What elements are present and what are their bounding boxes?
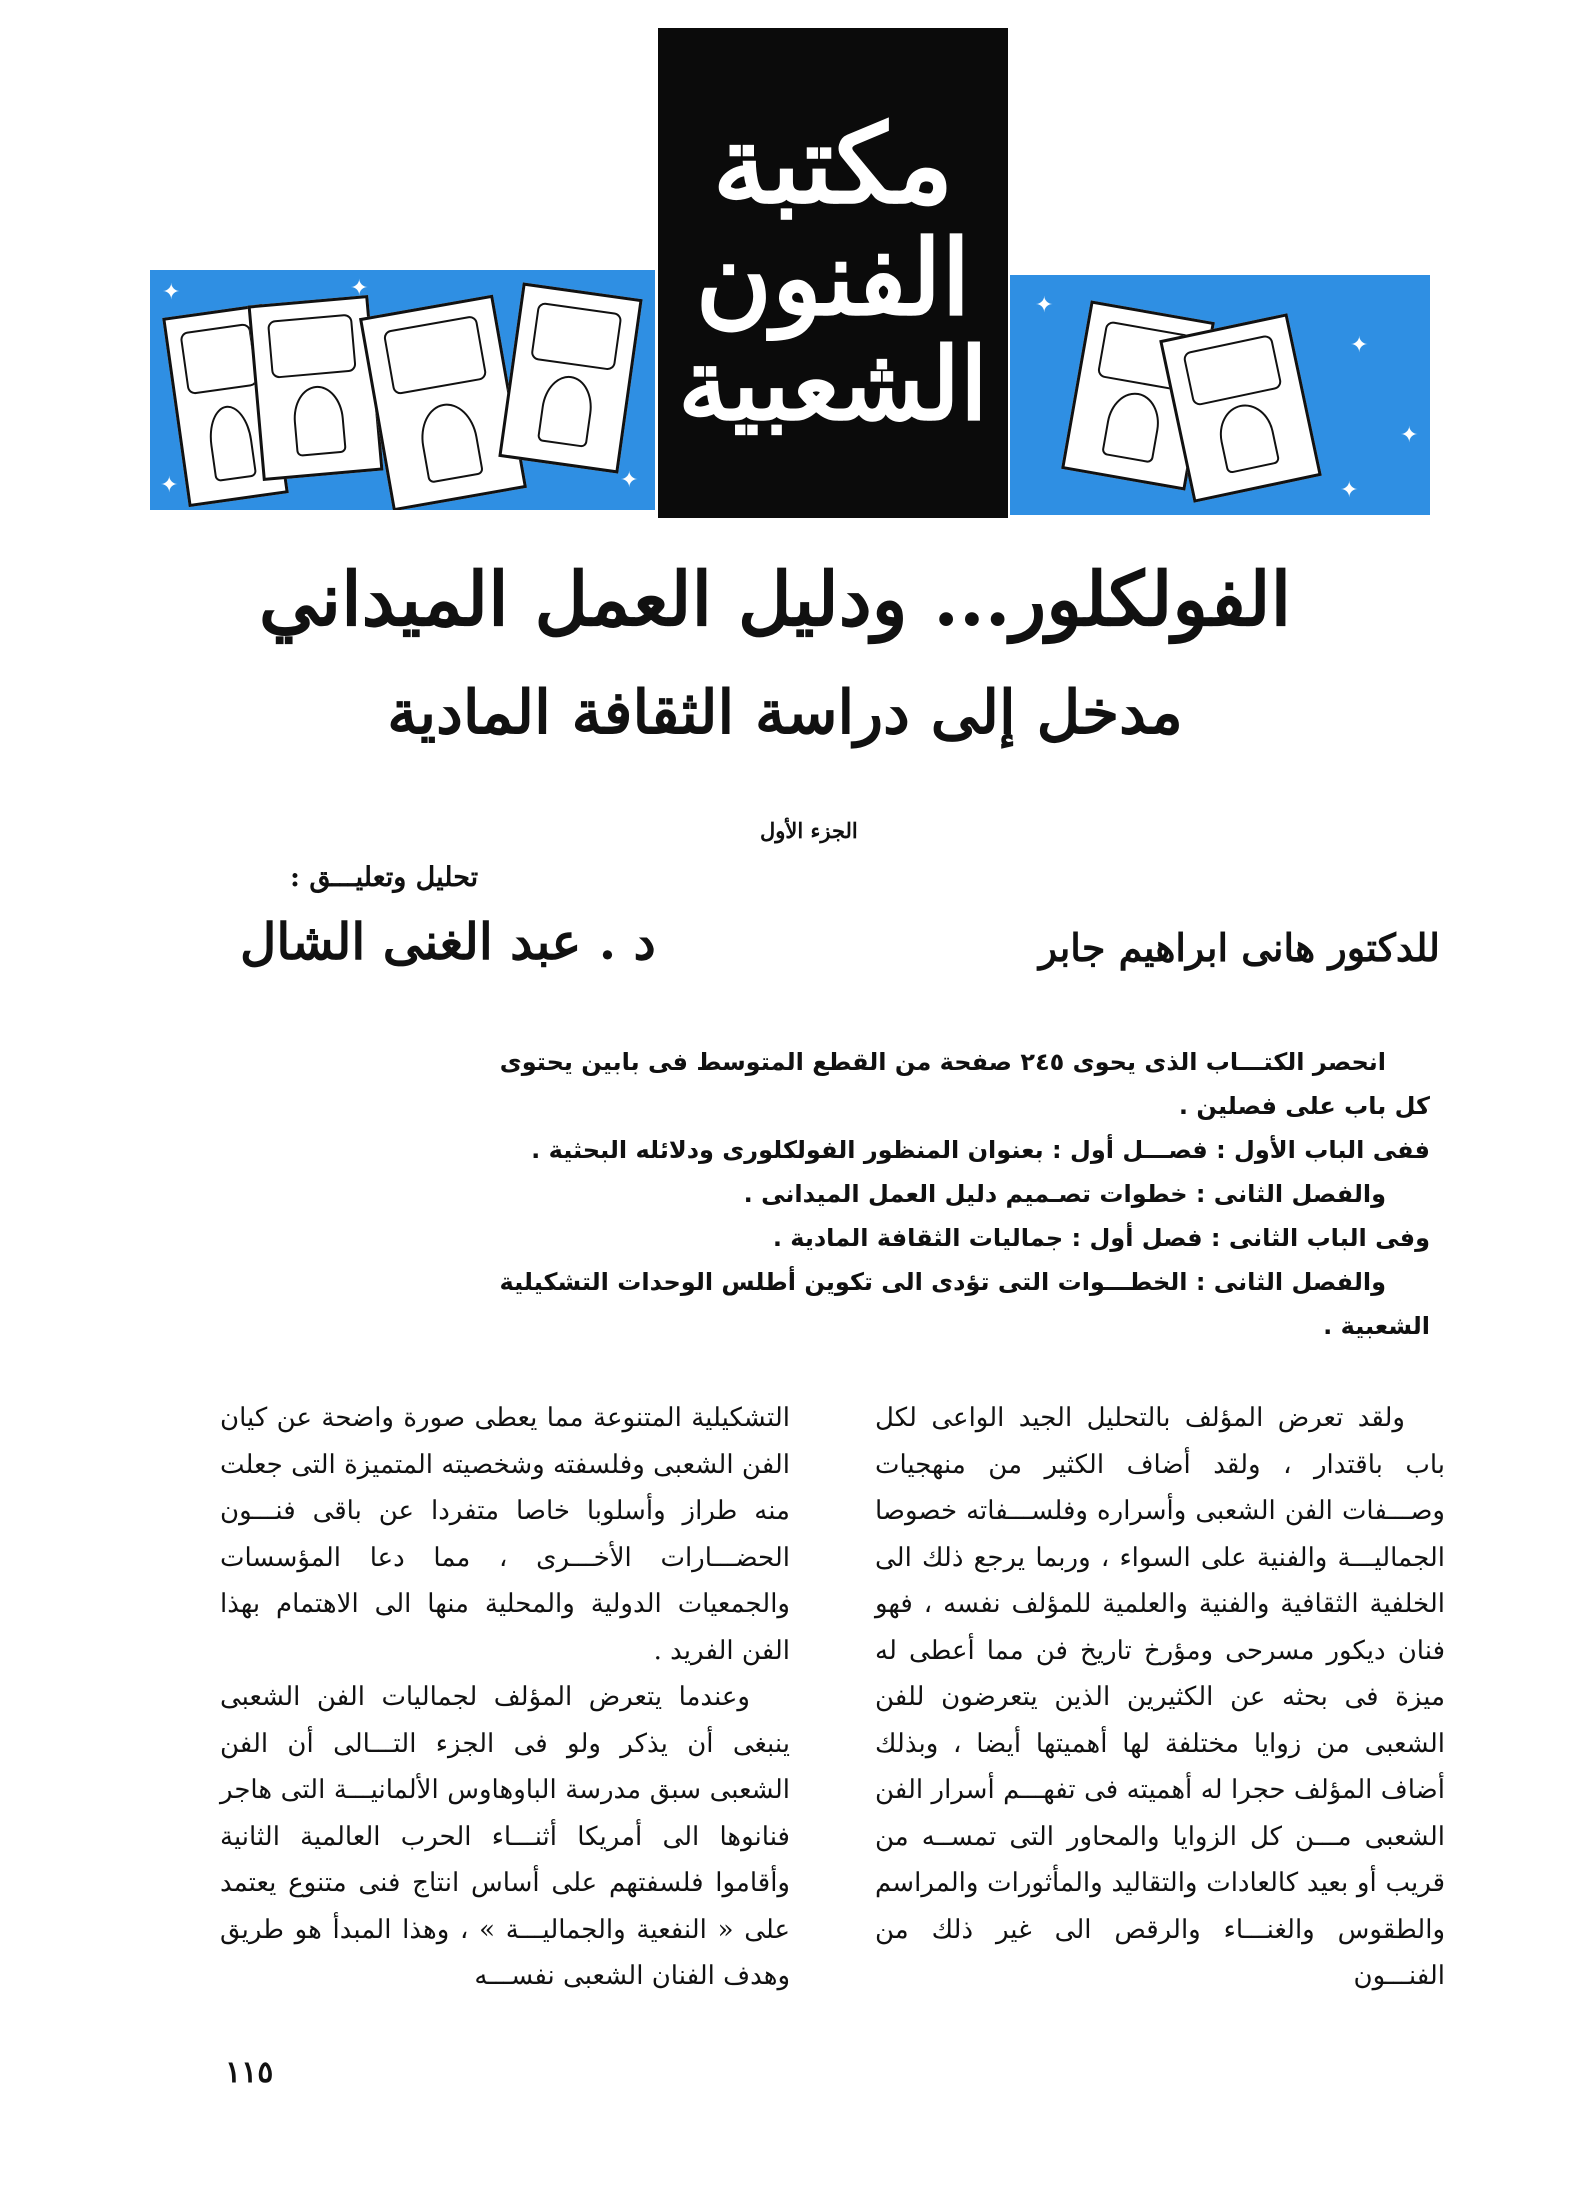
intro-line: ففى الباب الأول : فصـــل أول : بعنوان المنظور الفولكلورى ودلائله البحثية . [531,1136,1430,1164]
page-number: ١١٥ [225,2055,274,2090]
intro-line: انحصر الكتـــاب الذى يحوى ٢٤٥ صفحة من القطع المتوسط فى بابين يحتوى [499,1048,1386,1076]
body-column-left [220,1395,790,2000]
star-icon: ✦ [160,473,179,498]
star-icon: ✦ [1340,478,1359,503]
analysis-label: تحليل وتعليـــق : [290,862,479,893]
author-name: للدكتور هانى ابراهيم جابر [1038,925,1440,970]
book-cover-illustration [498,282,642,473]
banner-illustration-right [1010,275,1430,515]
series-title-box [658,28,1008,518]
star-icon: ✦ [350,276,369,301]
body-paragraph: التشكيلية المتنوعة مما يعطى صورة واضحة عن كيان الفن الشعبى وفلسفته وشخصيته المتميزة التى جعلت منه طراز وأسلوبا خاصا متفردا عن باقى فنـــون الحضـــارات الأخـــرى ، مما دعا المؤسسات والجمعيات الدولية والمحلية منها الى الاهتمام بهذا الفن الفريد . [220,1403,790,1666]
star-icon: ✦ [162,280,181,305]
body-paragraph: وعندما يتعرض المؤلف لجماليات الفن الشعبى ينبغى أن يذكر ولو فى الجزء التـــالى أن الفن الشعبى سبق مدرسة الباوهاوس الألمانيـــة التى هاجر فنانوها الى أمريكا أثنـــاء الحرب العالمية الثانية وأقاموا فلسفتهم على أساس انتاج فنى متنوع يعتمد على « النفعية والجماليـــة » ، وهذا المبدأ هو طريق وهدف الفنان الشعبى نفســـه [220,1682,790,1991]
banner-illustration-left [150,270,655,510]
reviewer-name: د . عبد الغنى الشال [240,912,656,971]
star-icon: ✦ [1350,333,1369,358]
part-label: الجزء الأول [760,818,858,843]
intro-line: الشعبية . [1323,1312,1430,1340]
series-title-line: الشعبية [678,324,988,443]
star-icon: ✦ [1035,293,1054,318]
article-subtitle: مدخل إلى دراسة الثقافة المادية [387,678,1183,748]
series-title-line: مكتبة [712,102,954,229]
article-title: الفولكلور... ودليل العمل الميداني [258,557,1292,643]
intro-line: والفصل الثانى : الخطـــوات التى تؤدى الى تكوين أطلس الوحدات التشكيلية [499,1268,1386,1296]
intro-summary [410,1040,1430,1348]
intro-line: والفصل الثانى : خطوات تصـميم دليل العمل الميدانى . [743,1180,1386,1208]
star-icon: ✦ [620,468,639,493]
intro-line: كل باب على فصلين . [1178,1092,1430,1120]
body-paragraph: ولقد تعرض المؤلف بالتحليل الجيد الواعى لكل باب باقتدار ، ولقد أضاف الكثير من منهجيات وصـــفات الفن الشعبى وأسراره وفلســـفاته خصوصا الجماليـــة والفنية على السواء ، وربما يرجع ذلك الى الخلفية الثقافية والفنية والعلمية للمؤلف نفسه ، فهو فنان ديكور مسرحى ومؤرخ تاريخ فن مما أعطى له ميزة فى بحثه عن الكثيرين الذين يتعرضون للفن الشعبى من زوايا مختلفة لها أهميتها أيضا ، وبذلك أضاف المؤلف حجرا له أهميته فى تفهـــم أسرار الفن الشعبى مـــن كل الزوايا والمحاور التى تمســه من قريب أو بعيد كالعادات والتقاليد والمأثورات والمراسم والطقوس والغنـــاء والرقص الى غير ذلك من الفنـــون [875,1403,1445,1991]
book-cover-illustration [359,295,527,510]
series-title-line: الفنون [695,215,971,339]
star-icon: ✦ [1400,423,1419,448]
intro-line: وفى الباب الثانى : فصل أول : جماليات الثقافة المادية . [772,1224,1430,1252]
body-column-right [875,1395,1445,2000]
